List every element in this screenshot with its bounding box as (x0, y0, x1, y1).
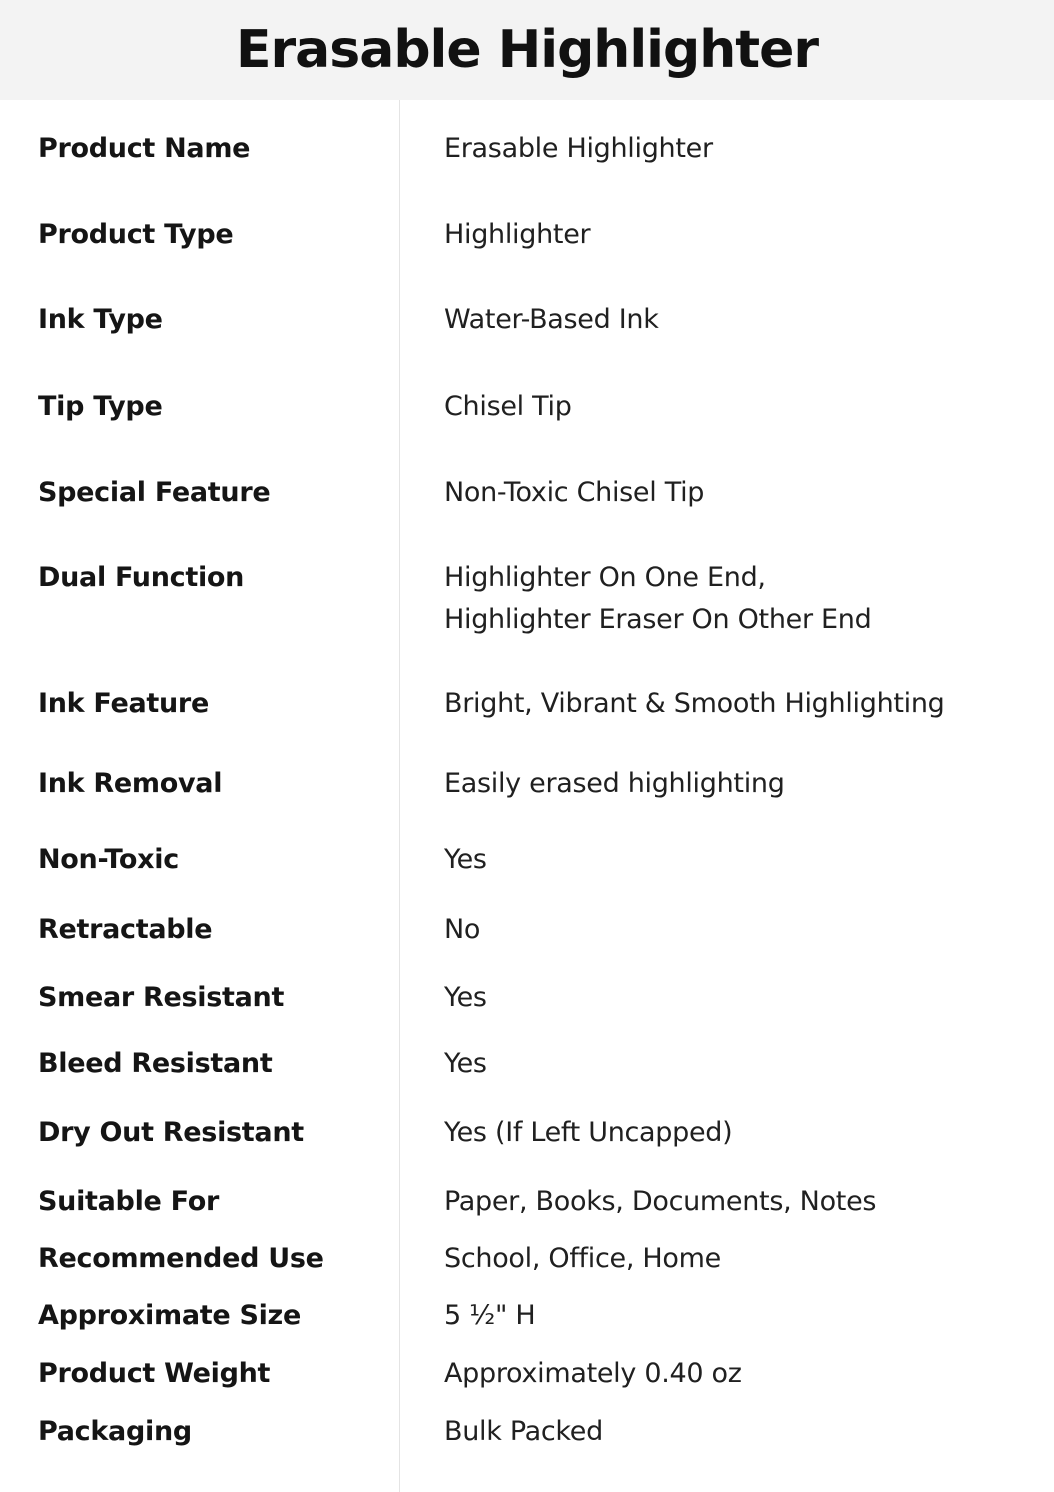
spec-value: Bulk Packed (444, 1416, 603, 1447)
spec-value: Chisel Tip (444, 391, 572, 422)
spec-value-line: Highlighter On One End, (444, 562, 766, 593)
spec-label: Smear Resistant (38, 982, 285, 1013)
spec-label: Special Feature (38, 477, 271, 508)
spec-label: Product Type (38, 219, 234, 250)
spec-value: Yes (444, 844, 487, 875)
spec-value: Highlighter (444, 219, 591, 250)
spec-label: Ink Removal (38, 768, 223, 799)
spec-value: No (444, 914, 481, 945)
spec-label: Ink Type (38, 304, 163, 335)
spec-value: Approximately 0.40 oz (444, 1358, 742, 1389)
spec-value: Water-Based Ink (444, 304, 659, 335)
column-divider (399, 100, 400, 1492)
spec-label: Suitable For (38, 1186, 219, 1217)
spec-value-line: Highlighter Eraser On Other End (444, 604, 872, 635)
spec-value: Paper, Books, Documents, Notes (444, 1186, 877, 1217)
spec-value: Erasable Highlighter (444, 133, 713, 164)
spec-label: Non-Toxic (38, 844, 179, 875)
spec-label: Packaging (38, 1416, 192, 1447)
spec-value: Yes (If Left Uncapped) (444, 1117, 733, 1148)
spec-value: Yes (444, 1048, 487, 1079)
spec-value: 5 ½" H (444, 1300, 536, 1331)
title-bar (0, 0, 1054, 100)
spec-value (444, 557, 1034, 641)
spec-label: Ink Feature (38, 688, 209, 719)
spec-label: Retractable (38, 914, 213, 945)
spec-value: Bright, Vibrant & Smooth Highlighting (444, 688, 945, 719)
spec-label: Tip Type (38, 391, 163, 422)
spec-value: Easily erased highlighting (444, 768, 785, 799)
spec-value: Yes (444, 982, 487, 1013)
spec-label: Product Weight (38, 1358, 271, 1389)
spec-value: Non-Toxic Chisel Tip (444, 477, 705, 508)
spec-label: Approximate Size (38, 1300, 301, 1331)
spec-label: Dry Out Resistant (38, 1117, 304, 1148)
spec-label: Recommended Use (38, 1243, 324, 1274)
spec-label: Product Name (38, 133, 251, 164)
spec-label: Dual Function (38, 562, 245, 593)
spec-value: School, Office, Home (444, 1243, 721, 1274)
page-title: Erasable Highlighter (236, 20, 818, 80)
spec-label: Bleed Resistant (38, 1048, 273, 1079)
